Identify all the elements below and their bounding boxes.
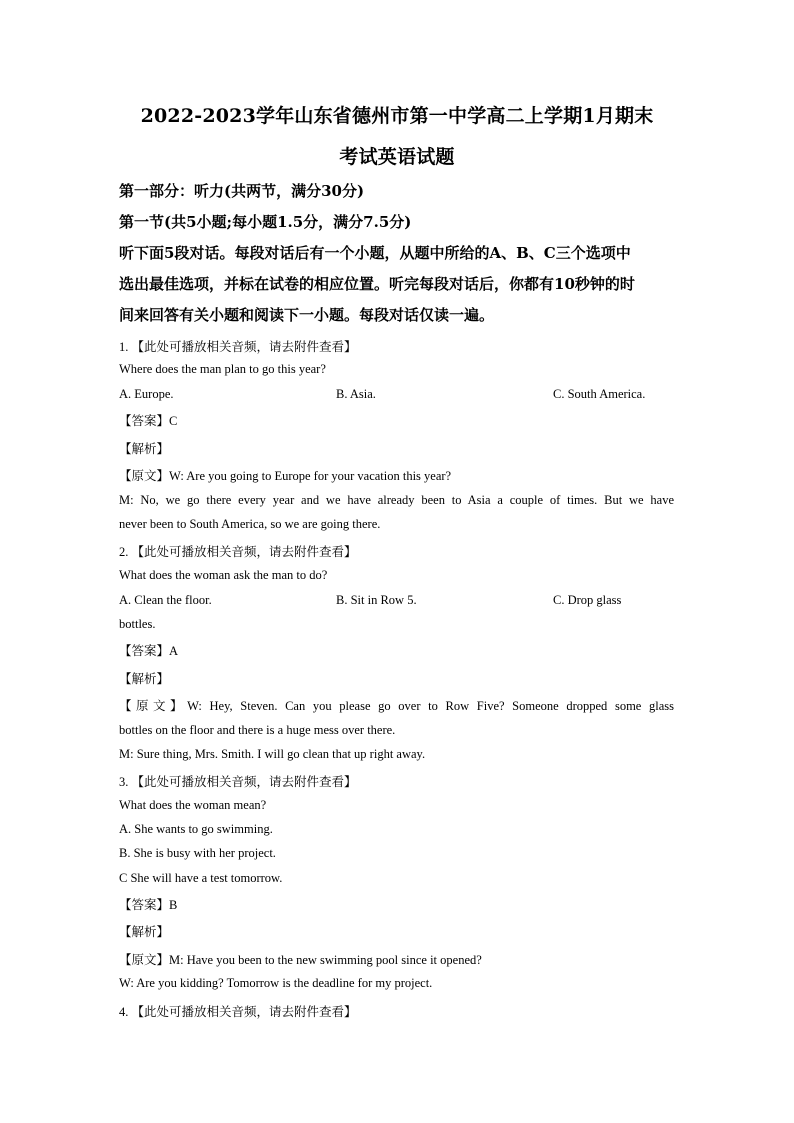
question-3-text: What does the woman mean?	[119, 798, 267, 812]
transcript-label: 【原文】	[119, 952, 170, 967]
question-2-option-c: C. Drop glass	[553, 593, 622, 607]
question-2-option-b: B. Sit in Row 5.	[336, 593, 417, 607]
question-3-analysis-label: 【解析】	[119, 924, 170, 939]
transcript-text: W: Are you going to Europe for your vacation this year?	[169, 469, 452, 483]
transcript-label: 【原文】	[119, 698, 188, 713]
question-number: 3.	[119, 775, 129, 789]
instructions-line-3: 间来回答有关小题和阅读下一小题。每段对话仅读一遍。	[119, 306, 495, 324]
question-3-option-a: A. She wants to go swimming.	[119, 822, 273, 836]
question-1-option-b: B. Asia.	[336, 387, 376, 401]
audio-note: 【此处可播放相关音频，请去附件查看】	[131, 774, 357, 789]
question-1-text: Where does the man plan to go this year?	[119, 362, 326, 376]
question-2-option-a: A. Clean the floor.	[119, 593, 212, 607]
question-1-option-a: A. Europe.	[119, 387, 174, 401]
question-2-header	[119, 542, 357, 560]
instructions-line-1: 听下面5段对话。每段对话后有一个小题，从题中所给的A、B、C三个选项中	[119, 244, 631, 262]
question-3-transcript-line-2: W: Are you kidding? Tomorrow is the deadline for my project.	[119, 976, 433, 990]
document-title-line-2: 考试英语试题	[339, 146, 455, 168]
question-3-option-b: B. She is busy with her project.	[119, 846, 276, 860]
answer-label: 【答案】	[119, 897, 170, 912]
transcript-text: W: Hey, Steven. Can you please go over to Row Five? Someone dropped some glass	[187, 699, 674, 713]
document-title-line-1: 2022-2023学年山东省德州市第一中学高二上学期1月期末	[140, 105, 654, 127]
answer-label: 【答案】	[119, 643, 170, 658]
instructions-line-2: 选出最佳选项，并标在试卷的相应位置。听完每段对话后，你都有10秒钟的时	[119, 275, 635, 293]
audio-note: 【此处可播放相关音频，请去附件查看】	[131, 339, 357, 354]
answer-value: C	[169, 414, 178, 428]
question-3-transcript-line-1	[119, 950, 482, 968]
answer-value: B	[169, 898, 178, 912]
answer-value: A	[169, 644, 179, 658]
question-1-option-c: C. South America.	[553, 387, 646, 401]
question-2-transcript-line-3: M: Sure thing, Mrs. Smith. I will go clean that up right away.	[119, 747, 426, 761]
question-1-transcript-line-2: M: No, we go there every year and we have already been to Asia a couple of times. But we have	[119, 493, 674, 507]
question-2-option-c-wrap: bottles.	[119, 617, 156, 631]
part-heading: 第一部分：听力(共两节，满分30分)	[119, 182, 365, 200]
question-2-answer	[119, 641, 178, 659]
question-3-header	[119, 772, 357, 790]
question-3-answer	[119, 895, 177, 913]
question-1-header	[119, 337, 357, 355]
transcript-label: 【原文】	[119, 468, 170, 483]
transcript-text: M: Have you been to the new swimming pool since it opened?	[169, 953, 482, 967]
question-2-text: What does the woman ask the man to do?	[119, 568, 328, 582]
question-2-transcript-line-2: bottles on the floor and there is a huge mess over there.	[119, 723, 396, 737]
question-1-transcript-line-1	[119, 466, 451, 484]
question-number: 2.	[119, 545, 129, 559]
question-4-header	[119, 1002, 357, 1020]
answer-label: 【答案】	[119, 413, 170, 428]
question-3-option-c: C She will have a test tomorrow.	[119, 871, 283, 885]
question-2-transcript-line-1	[119, 696, 674, 714]
audio-note: 【此处可播放相关音频，请去附件查看】	[131, 1004, 357, 1019]
section-heading: 第一节(共5小题;每小题1.5分，满分7.5分)	[119, 213, 412, 231]
question-1-analysis-label: 【解析】	[119, 441, 170, 456]
question-1-answer	[119, 411, 177, 429]
audio-note: 【此处可播放相关音频，请去附件查看】	[131, 544, 357, 559]
question-number: 4.	[119, 1005, 129, 1019]
question-number: 1.	[119, 340, 129, 354]
question-2-analysis-label: 【解析】	[119, 671, 170, 686]
question-1-transcript-line-3: never been to South America, so we are going there.	[119, 517, 381, 531]
